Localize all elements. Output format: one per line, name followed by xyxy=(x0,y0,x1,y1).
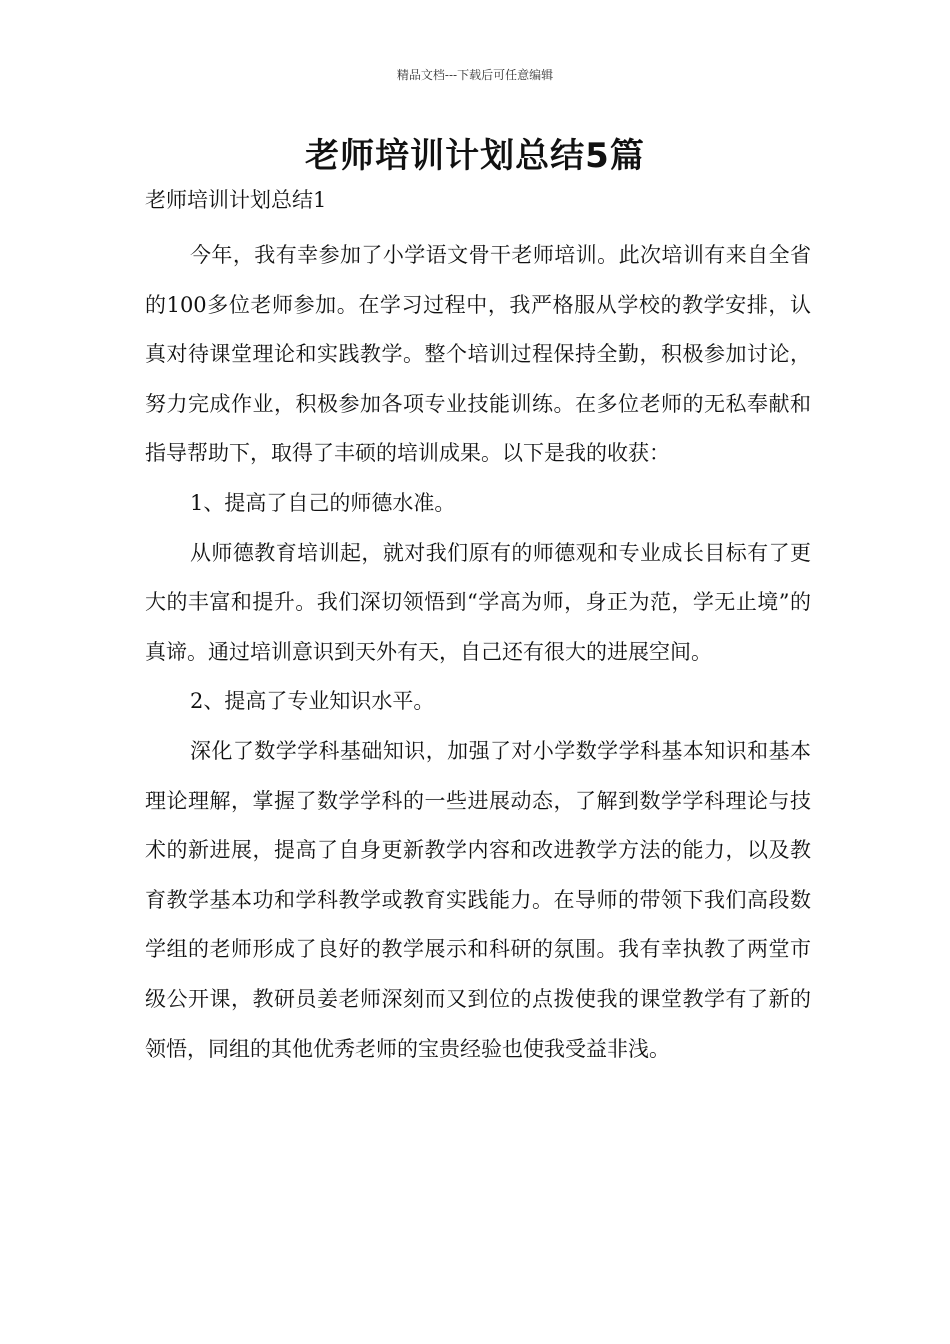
paragraph-intro: 今年，我有幸参加了小学语文骨干老师培训。此次培训有来自全省的100多位老师参加。在学习过程中，我严格服从学校的教学安排，认真对待课堂理论和实践教学。整个培训过程保持全勤，积极参加讨论，努力完成作业，积极参加各项专业技能训练。在多位老师的无私奉献和指导帮助下，取得了丰硕的培训成果。以下是我的收获： xyxy=(145,243,811,466)
paragraph-ethics: 从师德教育培训起，就对我们原有的师德观和专业成长目标有了更大的丰富和提升。我们深切领悟到“学高为师，身正为范，学无止境”的真谛。通过培训意识到天外有天，自己还有很大的进展空间。 xyxy=(145,540,811,664)
paragraph-knowledge: 深化了数学学科基础知识，加强了对小学数学学科基本知识和基本理论理解，掌握了数学学科的一些进展动态，了解到数学学科理论与技术的新进展，提高了自身更新教学内容和改进教学方法的能力，以及教育教学基本功和学科教学或教育实践能力。在导师的带领下我们高段数学组的老师形成了良好的教学展示和科研的氛围。我有幸执教了两堂市级公开课，教研员姜老师深刻而又到位的点拨使我的课堂教学有了新的领悟，同组的其他优秀老师的宝贵经验也使我受益非浅。 xyxy=(145,738,811,1061)
header-note: 精品文档---下载后可任意编辑 xyxy=(396,68,554,82)
document-body xyxy=(145,185,811,1074)
list-item-heading-2: 2、提高了专业知识水平。 xyxy=(190,689,435,714)
document-title: 老师培训计划总结5篇 xyxy=(305,136,645,176)
list-item-heading-1: 1、提高了自己的师德水准。 xyxy=(190,490,456,515)
section-heading: 老师培训计划总结1 xyxy=(145,188,327,212)
